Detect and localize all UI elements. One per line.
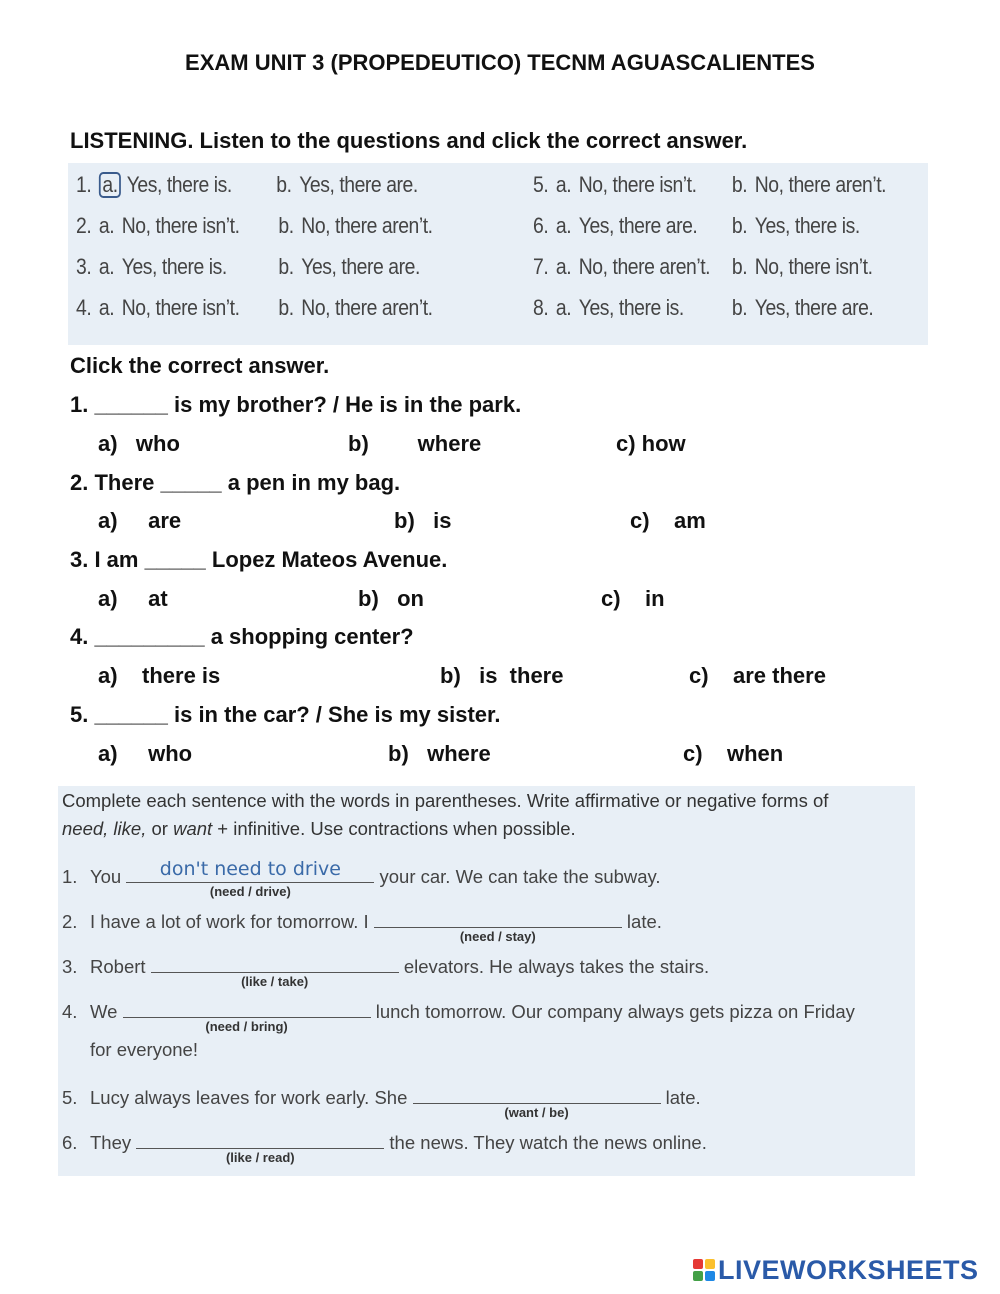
- hint-label: (need / drive): [209, 884, 291, 899]
- logo-text: LIVEWORKSHEETS: [718, 1254, 979, 1285]
- hint-label: (like / take): [241, 974, 309, 989]
- mc-option-c[interactable]: c) are there: [689, 663, 826, 688]
- listening-item: 5. a. No, there isn’t. b. No, there aren’t.: [533, 172, 887, 197]
- answer-option-a[interactable]: a.: [555, 172, 572, 197]
- mc-option-b[interactable]: b) where: [348, 431, 482, 456]
- mc-option-a[interactable]: a) are: [98, 508, 182, 533]
- listening-heading: LISTENING. Listen to the questions and click the correct answer.: [70, 128, 748, 153]
- mc-option-b[interactable]: b) is: [394, 508, 452, 533]
- answer-blank[interactable]: [151, 952, 399, 989]
- answer-blank[interactable]: [126, 858, 374, 899]
- listening-item: 2. a. No, there isn’t. b. No, there aren’t.: [76, 213, 433, 238]
- answer-option-a[interactable]: a.: [98, 213, 115, 238]
- listening-item: 7. a. No, there aren’t. b. No, there isn’t.: [533, 254, 873, 279]
- complete-sentence-2: 2. I have a lot of work for tomorrow. I (need / stay) late.: [62, 907, 662, 933]
- listening-item: 1. a. Yes, there is. b. Yes, there are.: [76, 172, 418, 197]
- answer-option-b[interactable]: b.: [278, 254, 294, 279]
- mc-option-a[interactable]: a) who: [98, 431, 180, 456]
- answer-blank[interactable]: [123, 997, 371, 1034]
- hint-label: (like / read): [225, 1150, 295, 1165]
- mc-option-c[interactable]: c) when: [683, 741, 784, 766]
- answer-option-a[interactable]: a.: [98, 295, 115, 320]
- mc-question-4: 4. _________ a shopping center?: [70, 624, 414, 649]
- logo-icon: [693, 1259, 715, 1281]
- answer-option-b[interactable]: b.: [276, 172, 292, 197]
- listening-item: 4. a. No, there isn’t. b. No, there aren’t.: [76, 295, 433, 320]
- complete-sentence-4-continuation: for everyone!: [90, 1039, 198, 1060]
- hint-label: (want / be): [504, 1105, 569, 1120]
- hint-label: (need / bring): [205, 1019, 288, 1034]
- answer-option-a[interactable]: a.: [555, 295, 572, 320]
- complete-sentence-1: 1. You don't need to drive (need / drive) your car. We can take the subway.: [62, 858, 661, 899]
- mc-option-a[interactable]: a) at: [98, 586, 168, 611]
- mc-option-b[interactable]: b) is there: [440, 663, 564, 688]
- complete-sentence-4: 4. We (need / bring) lunch tomorrow. Our company always gets pizza on Friday: [62, 997, 855, 1023]
- answer-blank[interactable]: [374, 907, 622, 944]
- mc-option-c[interactable]: c) am: [630, 508, 706, 533]
- listening-item: 8. a. Yes, there is. b. Yes, there are.: [533, 295, 874, 320]
- answer-blank[interactable]: [136, 1128, 384, 1165]
- mc-option-b[interactable]: b) on: [358, 586, 424, 611]
- answer-blank[interactable]: [413, 1083, 661, 1120]
- answer-option-b[interactable]: b.: [278, 295, 294, 320]
- mc-option-a[interactable]: a) who: [98, 741, 193, 766]
- page-title: EXAM UNIT 3 (PROPEDEUTICO) TECNM AGUASCALIENTES: [185, 50, 815, 75]
- mc-option-a[interactable]: a) there is: [98, 663, 221, 688]
- complete-sentence-5: 5. Lucy always leaves for work early. She (want / be) late.: [62, 1083, 701, 1109]
- complete-sentence-6: 6. They (like / read) the news. They watch the news online.: [62, 1128, 707, 1154]
- mc-question-1: 1. ______ is my brother? / He is in the park.: [70, 392, 522, 417]
- complete-sentence-3: 3. Robert (like / take) elevators. He always takes the stairs.: [62, 952, 709, 978]
- answer-text: don't need to drive: [159, 858, 341, 880]
- answer-option-a[interactable]: a.: [98, 254, 115, 279]
- listening-item: 6. a. Yes, there are. b. Yes, there is.: [533, 213, 860, 238]
- hint-label: (need / stay): [459, 929, 536, 944]
- mc-question-2: 2. There _____ a pen in my bag.: [70, 470, 401, 495]
- mc-option-b[interactable]: b) where: [388, 741, 491, 766]
- answer-option-a[interactable]: a.: [555, 254, 572, 279]
- answer-option-b[interactable]: b.: [731, 213, 748, 238]
- liveworksheets-logo: [693, 1254, 979, 1286]
- listening-item: 3. a. Yes, there is. b. Yes, there are.: [76, 254, 420, 279]
- mc-option-c[interactable]: c) how: [616, 431, 686, 456]
- mc-heading: Click the correct answer.: [70, 353, 330, 378]
- answer-option-a[interactable]: a.: [99, 172, 121, 198]
- answer-option-a[interactable]: a.: [555, 213, 572, 238]
- complete-instructions: Complete each sentence with the words in parentheses. Write affirmative or negative forms of need, like, or want + infinitive. Use contractions when possible.: [62, 790, 829, 839]
- answer-option-b[interactable]: b.: [731, 295, 748, 320]
- mc-question-3: 3. I am _____ Lopez Mateos Avenue.: [70, 547, 448, 572]
- mc-question-5: 5. ______ is in the car? / She is my sister.: [70, 702, 501, 727]
- answer-option-b[interactable]: b.: [278, 213, 294, 238]
- mc-option-c[interactable]: c) in: [601, 586, 665, 611]
- answer-option-b[interactable]: b.: [731, 254, 748, 279]
- answer-option-b[interactable]: b.: [731, 172, 748, 197]
